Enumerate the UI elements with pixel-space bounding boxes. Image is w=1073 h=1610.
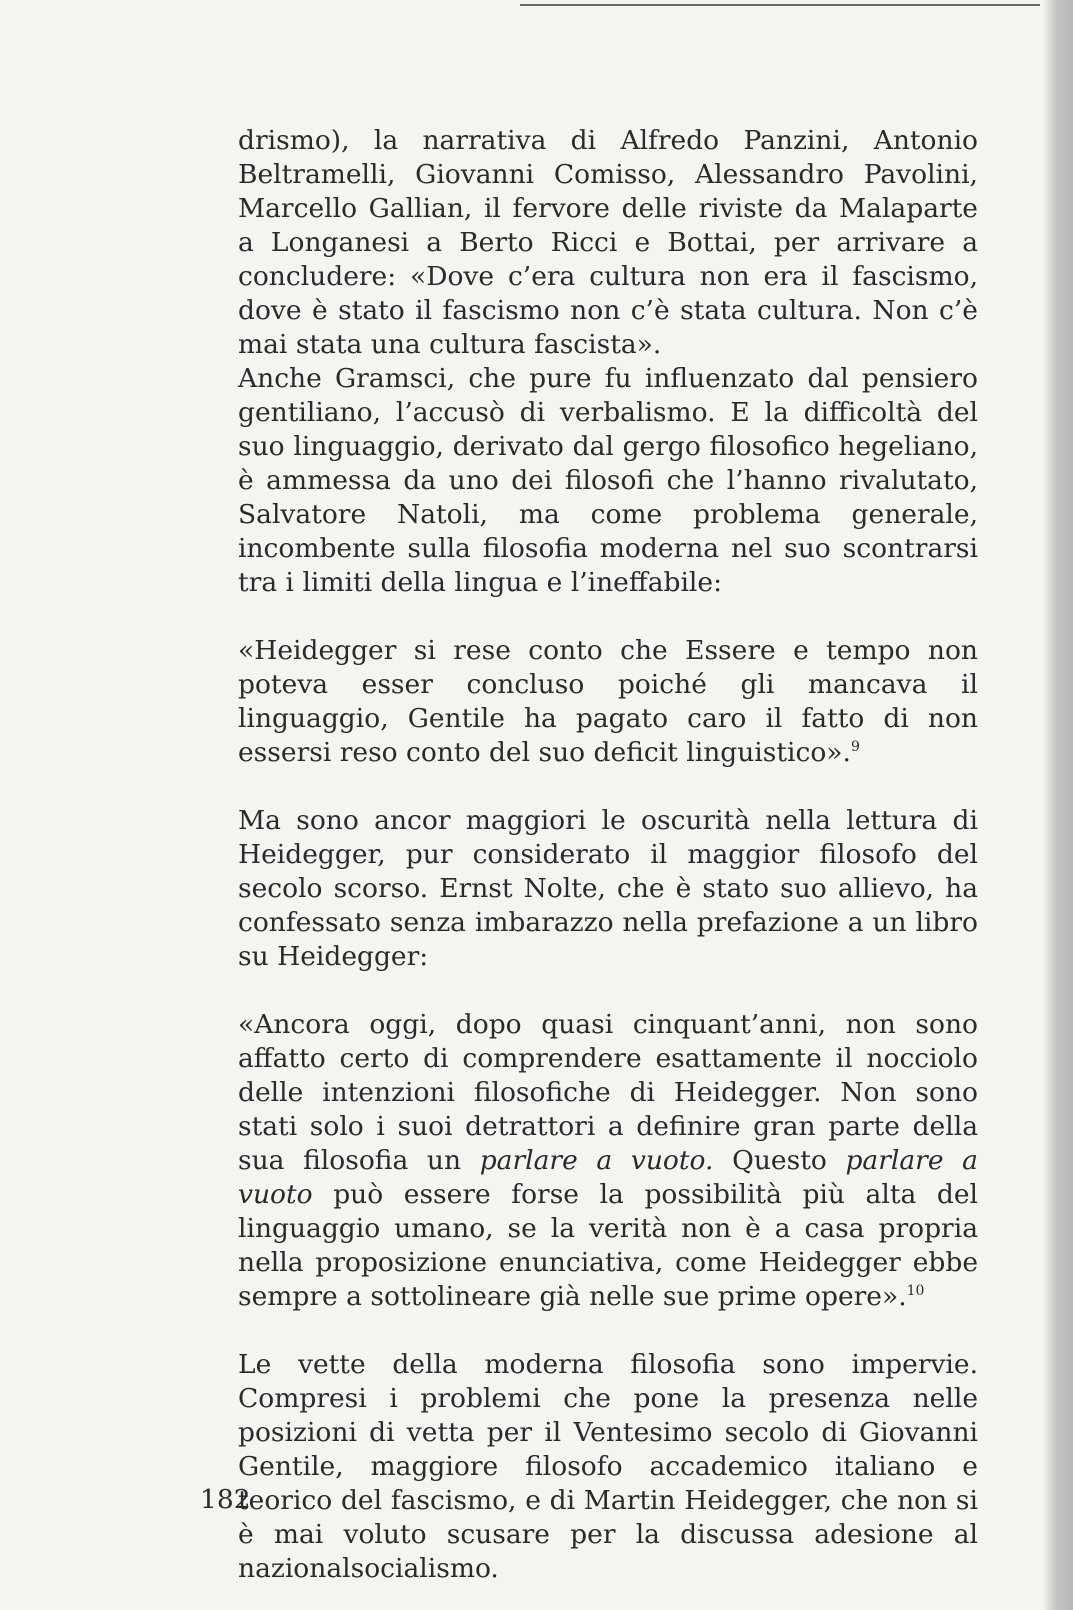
quote-2-text-b: Questo: [713, 1145, 846, 1176]
quote-2-italic-2: parlare a vuoto: [238, 1145, 978, 1210]
spacer: [238, 1314, 978, 1348]
footnote-marker-9: 9: [850, 739, 860, 756]
paragraph-2: [238, 362, 978, 600]
spacer: [238, 600, 978, 634]
body-text: [238, 124, 978, 1586]
quote-nolte: [238, 1008, 978, 1314]
paragraph-4: Le vette della moderna filosofia sono impervie. Compresi i problemi che pone la presenza nelle posizioni di vetta per il Ventesimo secolo di Giovanni Gentile, maggiore filosofo accademico italiano e teorico del fascismo, e di Martin Heidegger, che non si è mai voluto scusare per la discussa adesione al nazionalsocialismo.: [238, 1349, 978, 1584]
spacer: [238, 770, 978, 804]
quote-1-text: «Heidegger si rese conto che Essere e tempo non poteva esser concluso poiché gli mancava il linguaggio, Gentile ha pagato caro il fatto di non essersi reso conto del suo deficit linguistico».: [238, 635, 978, 768]
quote-2-italic-1: parlare a vuoto.: [479, 1145, 714, 1176]
spacer: [238, 974, 978, 1008]
quote-2-text-c: può essere forse la possibilità più alta del linguaggio umano, se la verità non è a casa propria nella proposizione enunciativa, come Heidegger ebbe sempre a sottolineare già nelle sue prime opere».: [238, 1179, 978, 1312]
binding-shadow: [1043, 0, 1073, 1610]
paragraph-2-text: Anche Gramsci, che pure fu influenzato dal pensiero gentiliano, l’accusò di verbalismo. E la difficoltà del suo linguaggio, derivato dal gergo filosofico hegeliano, è ammessa da uno dei filosofi che l’hanno rivalutato, Salvatore Natoli, ma come problema generale, incombente sulla filosofia moderna nel suo scontrarsi tra i limiti della lingua e l’ineffabile:: [238, 363, 978, 598]
footnote-marker-10: 10: [906, 1283, 925, 1300]
page-number: 182: [200, 1484, 251, 1515]
quote-2-text-a: «Ancora oggi, dopo quasi cinquant’anni, non sono affatto certo di comprendere esattamente il nocciolo delle intenzioni filosofiche di Heidegger. Non sono stati solo i suoi detrattori a definire gran parte della sua filosofia un: [238, 1009, 978, 1176]
top-edge-rule: [520, 4, 1040, 6]
paragraph-3: Ma sono ancor maggiori le oscurità nella lettura di Heidegger, pur considerato il maggior filosofo del secolo scorso. Ernst Nolte, che è stato suo allievo, ha confessato senza imbarazzo nella prefazione a un libro su Heidegger:: [238, 805, 978, 972]
paragraph-1: drismo), la narrativa di Alfredo Panzini, Antonio Beltramelli, Giovanni Comisso, Alessandro Pavolini, Marcello Gallian, il fervore delle riviste da Malaparte a Longanesi a Berto Ricci e Bottai, per arrivare a concludere: «Dove c’era cultura non era il fascismo, dove è stato il fascismo non c’è stata cultura. Non c’è mai stata una cultura fascista».: [238, 125, 978, 360]
quote-heidegger-natoli: [238, 634, 978, 770]
